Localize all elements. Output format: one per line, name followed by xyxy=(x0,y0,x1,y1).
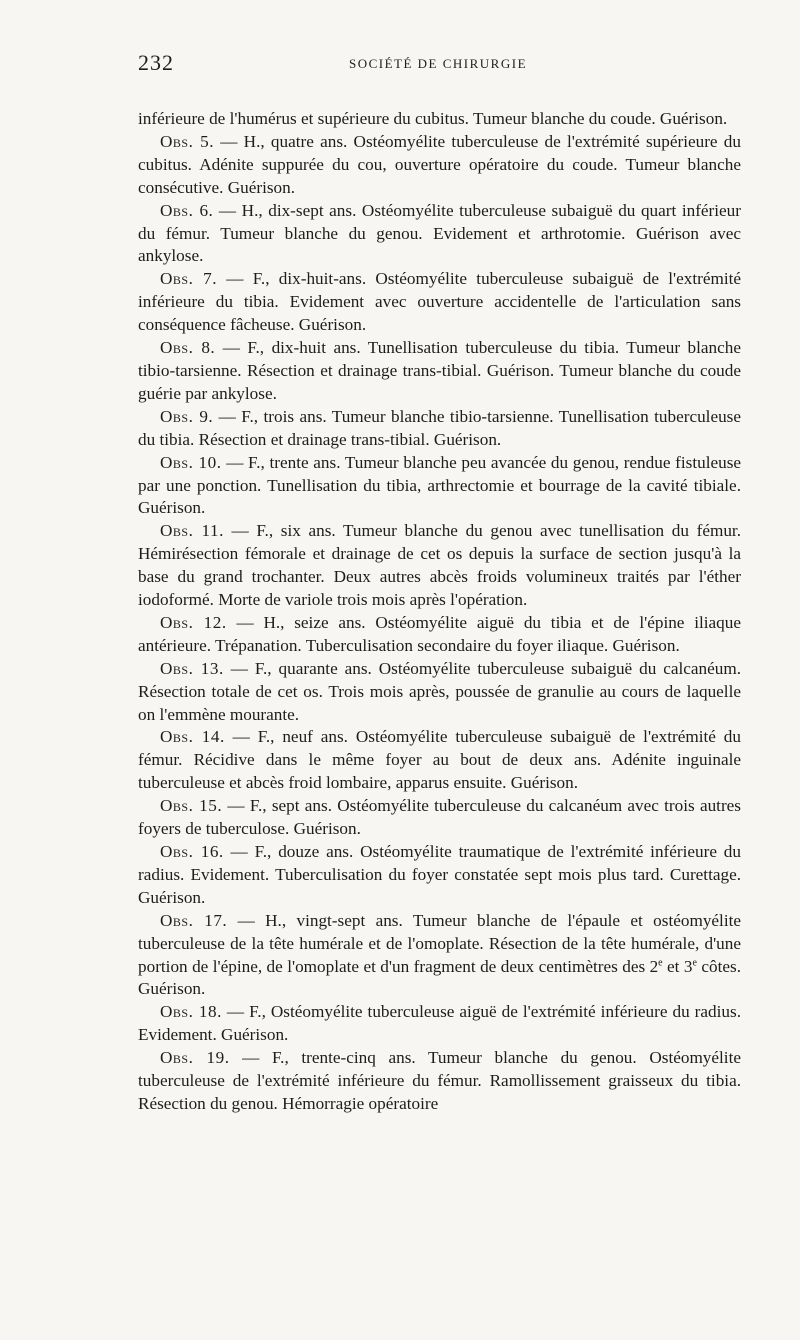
observation-label: Obs. 11. xyxy=(160,521,224,541)
superscript: e xyxy=(692,956,697,968)
observation-text: — F., quarante ans. Ostéomyélite tuberculeuse subaiguë du calcanéum. Résection totale de cet os. Trois mois après, poussée de granulie au cours de laquelle on l'emmène mourante. xyxy=(138,658,741,724)
observation-text: — F., trois ans. Tumeur blanche tibio-tarsienne. Tunellisation tuberculeuse du tibia. Résection et drainage trans-tibial. Guérison. xyxy=(138,406,741,449)
observation-text: — F., trente ans. Tumeur blanche peu avancée du genou, rendue fistuleuse par une ponction. Tunellisation du tibia, arthrectomie et bourrage de la cavité tibiale. Guérison. xyxy=(138,452,742,518)
observation-text: et 3 xyxy=(662,956,693,976)
body-text xyxy=(138,108,741,1116)
observation-12 xyxy=(138,612,741,658)
observation-text: côtes. Guérison. xyxy=(138,956,741,999)
observation-11 xyxy=(138,520,741,612)
observation-label: Obs. 15. xyxy=(160,796,223,816)
observation-label: Obs. 14. xyxy=(160,727,225,747)
running-head: SOCIÉTÉ DE CHIRURGIE xyxy=(348,56,528,71)
observation-text: — F., douze ans. Ostéomyélite traumatique de l'extrémité inférieure du radius. Evidement. Tuberculisation du foyer constatée sept mois plus tard. Curettage. Guérison. xyxy=(138,842,741,907)
observation-14 xyxy=(138,726,741,795)
observation-18 xyxy=(138,1001,741,1047)
observation-5 xyxy=(138,131,741,200)
observation-label: Obs. 10. xyxy=(160,452,222,472)
observation-label: Obs. 12. xyxy=(160,612,227,632)
observation-label: Obs. 18. xyxy=(160,1002,222,1022)
observation-text: — F., six ans. Tumeur blanche du genou avec tunellisation du fémur. Hémirésection fémorale et drainage de cet os depuis la surface de section jusqu'à la base du grand trochanter. Deux autres abcès froids volumineux traités par l'éther iodoformé. Morte de variole trois mois après l'opération. xyxy=(138,521,742,610)
observation-10 xyxy=(138,452,741,521)
observation-label: Obs. 5. xyxy=(160,131,215,151)
observation-16 xyxy=(138,841,741,910)
page-number: 232 xyxy=(138,50,174,75)
observation-label: Obs. 8. xyxy=(160,338,216,358)
page-header xyxy=(138,50,738,74)
observation-9 xyxy=(138,406,741,452)
observation-text: — H., dix-sept ans. Ostéomyélite tuberculeuse subaiguë du quart inférieur du fémur. Tumeur blanche du genou. Evidement et arthrotomie. Guérison avec ankylose. xyxy=(138,200,741,266)
observation-text: — F., neuf ans. Ostéomyélite tuberculeuse subaiguë de l'extrémité du fémur. Récidive dans le même foyer au bout de deux ans. Adénite inguinale tuberculeuse et abcès froid lombaire, apparus ensuite. Guérison. xyxy=(138,727,741,793)
observation-text: — H., quatre ans. Ostéomyélite tuberculeuse de l'extrémité supérieure du cubitus. Adénite suppurée du cou, ouverture opératoire du coude. Tumeur blanche consécutive. Guérison. xyxy=(138,131,741,197)
observation-text: — F., sept ans. Ostéomyélite tuberculeuse du calcanéum avec trois autres foyers de tuberculose. Guérison. xyxy=(138,796,741,839)
observation-text: — F., trente-cinq ans. Tumeur blanche du genou. Ostéomyélite tuberculeuse de l'extrémité inférieure du fémur. Ramollissement graisseux du tibia. Résection du genou. Hémorragie opératoire xyxy=(138,1048,741,1113)
observation-label: Obs. 19. xyxy=(160,1048,230,1068)
superscript: e xyxy=(658,956,663,968)
observation-text: — F., dix-huit-ans. Ostéomyélite tuberculeuse subaiguë de l'extrémité inférieure du tibia. Evidement avec ouverture accidentelle de l'articulation sans conséquence fâcheuse. Guérison. xyxy=(138,269,742,335)
observation-label: Obs. 6. xyxy=(160,200,214,220)
observation-text: — F., Ostéomyélite tuberculeuse aiguë de l'extrémité inférieure du radius. Evidement. Guérison. xyxy=(138,1002,741,1045)
observation-15 xyxy=(138,795,741,841)
observation-text: — H., seize ans. Ostéomyélite aiguë du tibia et de l'épine iliaque antérieure. Trépanation. Tuberculisation secondaire du foyer iliaque. Guérison. xyxy=(138,612,742,655)
observation-label: Obs. 9. xyxy=(160,406,214,426)
continuation-paragraph: inférieure de l'humérus et supérieure du cubitus. Tumeur blanche du coude. Guérison. xyxy=(138,109,728,128)
observation-6 xyxy=(138,200,741,269)
observation-17 xyxy=(138,910,741,1002)
observation-label: Obs. 16. xyxy=(160,842,224,861)
observation-label: Obs. 13. xyxy=(160,658,224,678)
observation-text: — F., dix-huit ans. Tunellisation tuberculeuse du tibia. Tumeur blanche tibio-tarsienne. Résection et drainage trans-tibial. Guérison. Tumeur blanche du coude guérie par ankylose. xyxy=(138,338,741,403)
observation-19 xyxy=(138,1047,741,1116)
observation-7 xyxy=(138,268,741,337)
observation-text: — H., vingt-sept ans. Tumeur blanche de l'épaule et ostéomyélite tuberculeuse de la tête humérale et de l'omoplate. Résection de la tête humérale, d'une portion de l'épine, de l'omoplate et d'un fragment de deux centimètres des 2 xyxy=(138,910,741,976)
observation-8 xyxy=(138,337,741,406)
observation-13 xyxy=(138,658,741,727)
observation-label: Obs. 7. xyxy=(160,269,218,289)
observation-label: Obs. 17. xyxy=(160,910,228,930)
